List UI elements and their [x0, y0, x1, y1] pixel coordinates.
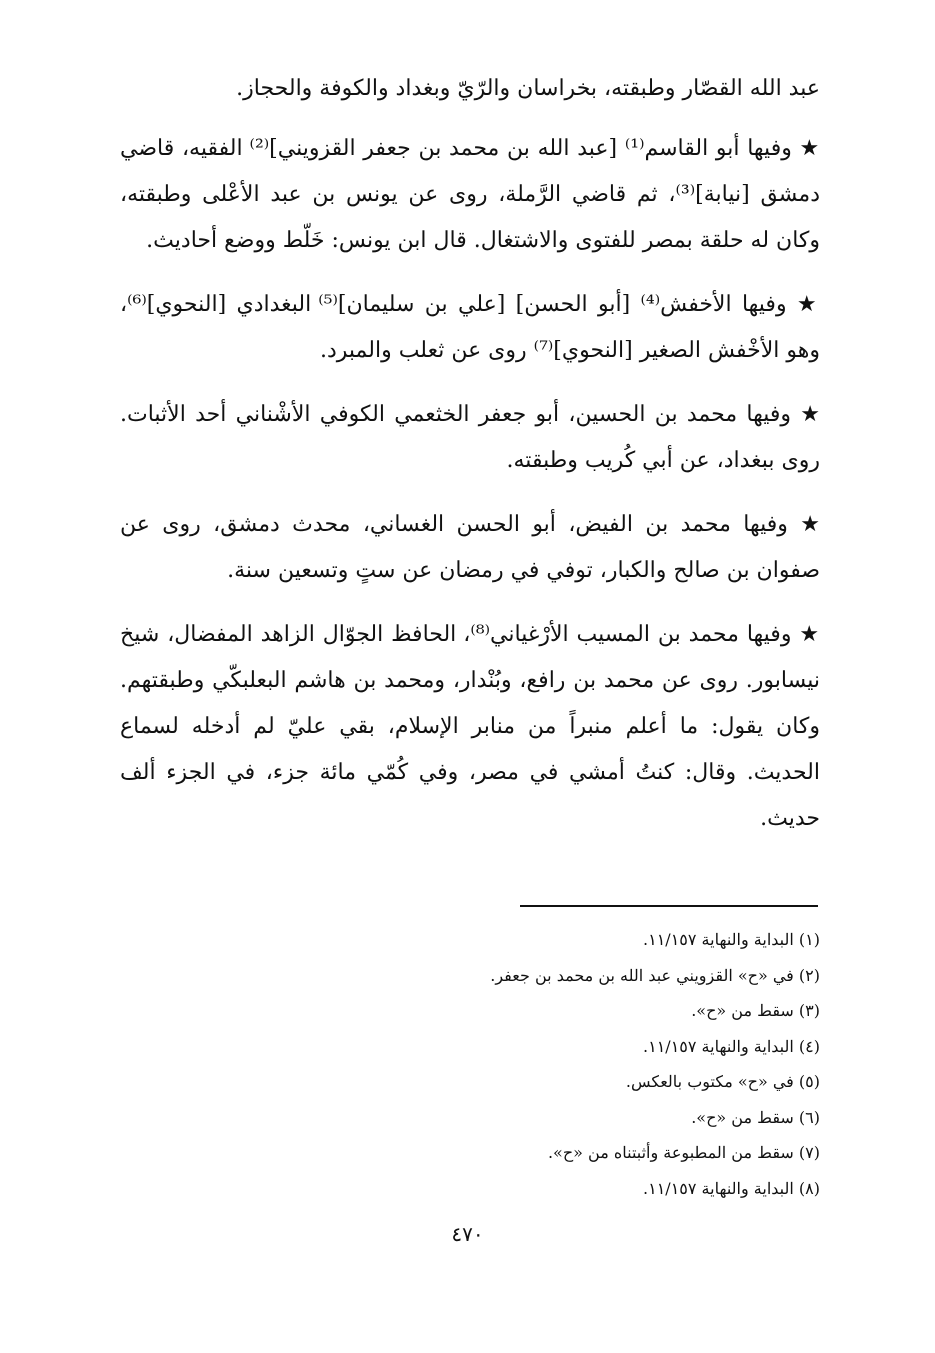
paragraph-muhammad-ibn-al-husayn: ★ وفيها محمد بن الحسين، أبو جعفر الخثعمي الكوفي الأشْناني أحد الأثبات. روى ببغداد، عن أبي كُريب وطبقته. [120, 402, 820, 473]
footnote-divider [520, 905, 818, 907]
footnote-6: (٦) سقط من «ح». [691, 1107, 820, 1127]
footnotes [430, 922, 820, 1206]
paragraph-al-akhfash: ★ وفيها الأخفش⁽⁴⁾ [أبو الحسن] [علي بن سليمان]⁽⁵⁾ البغدادي [النحوي]⁽⁶⁾، وهو الأخْفش الصغير [النحوي]⁽⁷⁾ روى عن ثعلب والمبرد. [120, 292, 820, 363]
page-number: ٤٧٠ [451, 1222, 484, 1246]
footnote-1: (١) البداية والنهاية ١١/١٥٧. [643, 930, 820, 949]
footnote-7: (٧) سقط من المطبوعة وأثبتناه من «ح». [547, 1143, 820, 1162]
main-text [120, 66, 820, 860]
footnote-3: (٣) سقط من «ح». [691, 1001, 820, 1020]
paragraph-muhammad-ibn-al-musayyab: ★ وفيها محمد بن المسيب الأرْغياني⁽⁸⁾، الحافظ الجوّال الزاهد المفضال، شيخ نيسابور. روى عن محمد بن رافع، وبُنْدار، ومحمد بن هاشم البعلبكّي وطبقتهم. وكان يقول: ما أعلم منبراً من منابر الإسلام، بقي عليّ لم أدخله لسماع الحديث. وقال: كنتُ أمشي في مصر، وفي كُمّي مائة جزء، في الجزء ألف حديث. [120, 622, 821, 831]
footnote-5: (٥) في «ح» مكتوب بالعكس. [625, 1072, 820, 1091]
paragraph-continuation: عبد الله القصّار وطبقته، بخراسان والرّيّ وبغداد والكوفة والحجاز. [236, 76, 820, 101]
paragraph-abu-al-qasim: ★ وفيها أبو القاسم⁽¹⁾ [عبد الله بن محمد بن جعفر القزويني]⁽²⁾ الفقيه، قاضي دمشق [نيابة]⁽³⁾، ثم قاضي الرَّملة، روى عن يونس بن عبد الأعْلى وطبقته، وكان له حلقة بمصر للفتوى والاشتغال. قال ابن يونس: خَلّط ووضع أحاديث. [120, 136, 821, 253]
paragraph-muhammad-ibn-al-fayd: ★ وفيها محمد بن الفيض، أبو الحسن الغساني، محدث دمشق، روى عن صفوان بن صالح والكبار، توفي في رمضان عن ستٍ وتسعين سنة. [120, 512, 820, 583]
footnote-2: (٢) في «ح» القزويني عبد الله بن محمد بن جعفر. [490, 965, 820, 985]
footnote-4: (٤) البداية والنهاية ١١/١٥٧. [643, 1036, 820, 1056]
footnote-8: (٨) البداية والنهاية ١١/١٥٧. [643, 1178, 820, 1198]
